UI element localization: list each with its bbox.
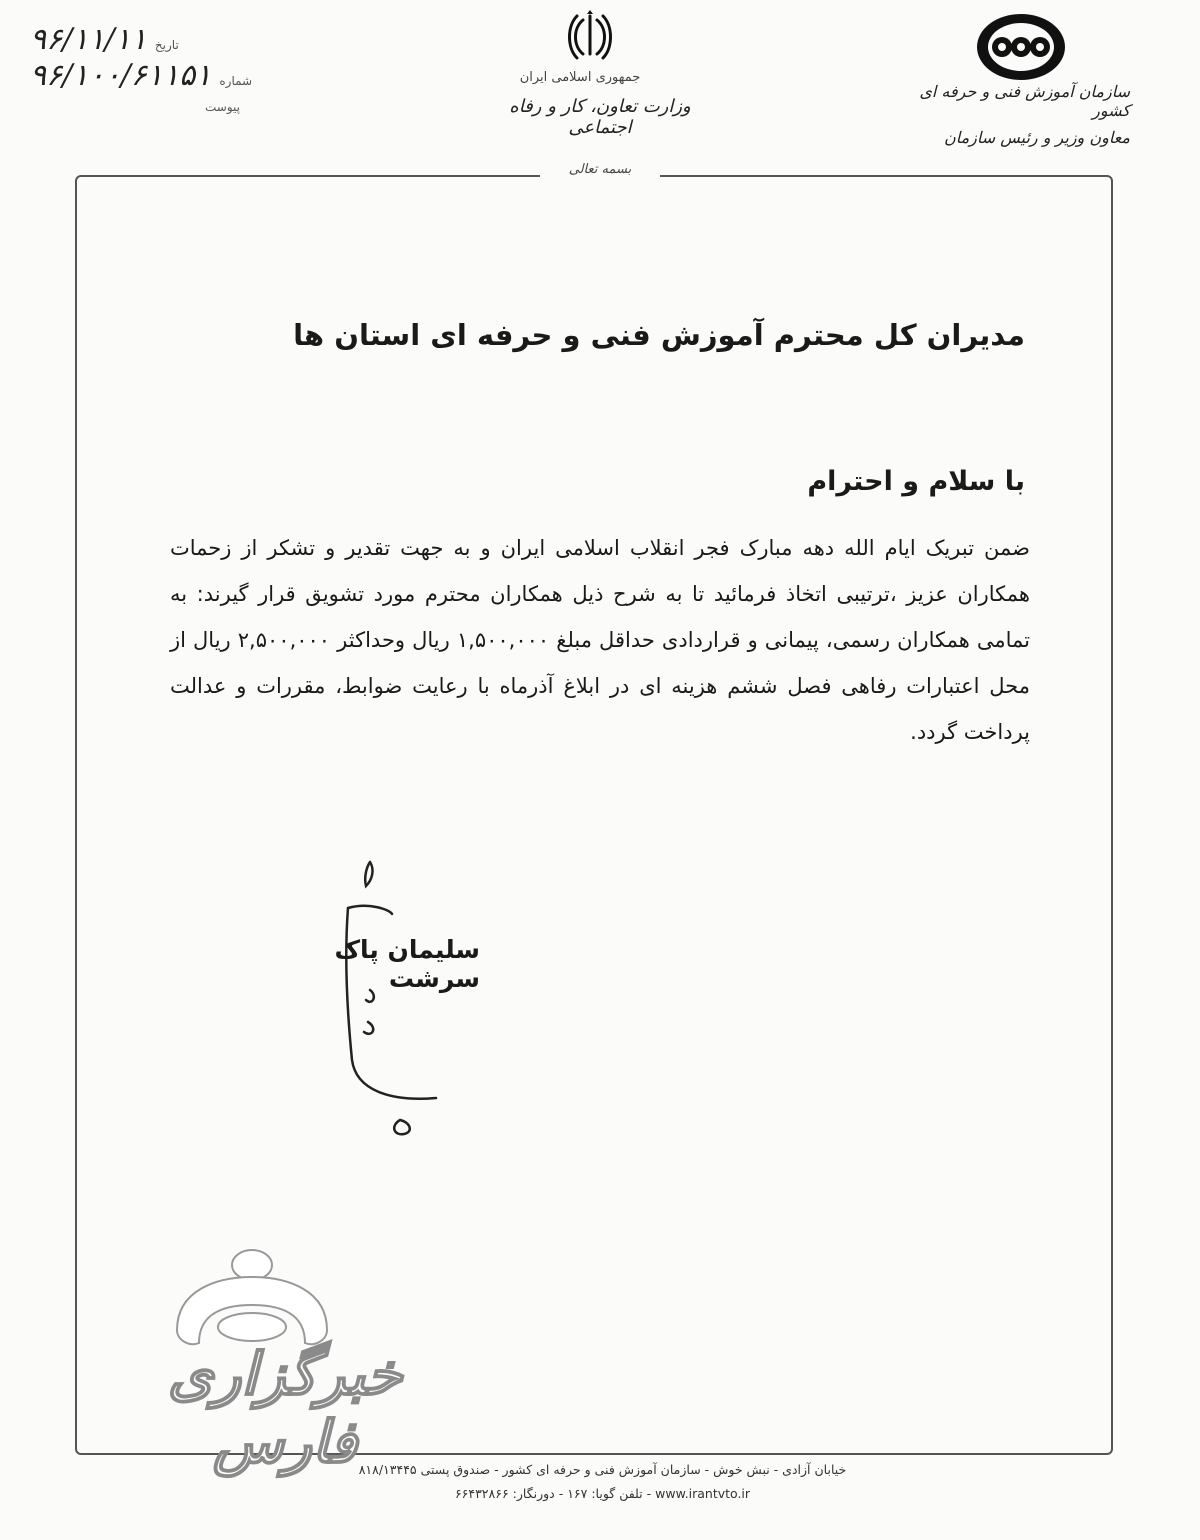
addressee: مدیران کل محترم آموزش فنی و حرفه ای استان ها [293,318,1025,352]
attachment-label: پیوست [205,100,240,114]
footer-contact: www.irantvto.ir - تلفن گویا: ۱۶۷ - دورنگار: ۶۶۴۳۲۸۶۶ [454,1486,751,1501]
greeting: با سلام و احترام [807,466,1025,497]
ministry-title: وزارت تعاون، کار و رفاه اجتماعی [509,96,691,138]
date-row [30,22,179,57]
iran-emblem-icon [565,10,615,65]
date-value: ۹۶/۱۱/۱۱ [30,22,147,57]
office-title: معاون وزیر و رئیس سازمان [943,128,1130,147]
republic-title: جمهوری اسلامی ایران [519,70,641,85]
signatory-name: سلیمان پاک سرشت [334,935,480,993]
organization-name: سازمان آموزش فنی و حرفه ای کشور [919,82,1130,120]
invocation: بسمه تعالی [540,162,660,177]
number-value: ۹۶/۱۰۰/۶۱۱۵۱ [30,58,212,93]
letter-body: ضمن تبریک ایام الله دهه مبارک فجر انقلاب اسلامی ایران و به جهت تقدیر و تشکر از زحمات همکاران عزیز ،ترتیبی اتخاذ فرمائید تا به شرح ذیل همکاران محترم مورد تشویق قرار گیرند: به تمامی همکاران رسمی، پیمانی و قراردادی حداقل مبلغ ۱,۵۰۰,۰۰۰ ریال وحداکثر ۲,۵۰۰,۰۰۰ ریال از محل اعتبارات رفاهی فصل ششم هزینه ای در ابلاغ آذرماه با رعایت ضوابط، مقررات و عدالت پرداخت گردد. [170,536,1030,744]
date-label: تاریخ [154,38,179,52]
signature-mark [330,850,460,1150]
number-row [30,58,252,93]
organization-logo-icon [975,12,1067,82]
number-label: شماره [219,74,253,88]
footer-address: خیابان آزادی - نبش خوش - سازمان آموزش فنی و حرفه ای کشور - صندوق پستی ۸۱۸/۱۳۴۴۵ [358,1462,847,1477]
watermark-text: خبرگزاری فارس [167,1340,403,1476]
